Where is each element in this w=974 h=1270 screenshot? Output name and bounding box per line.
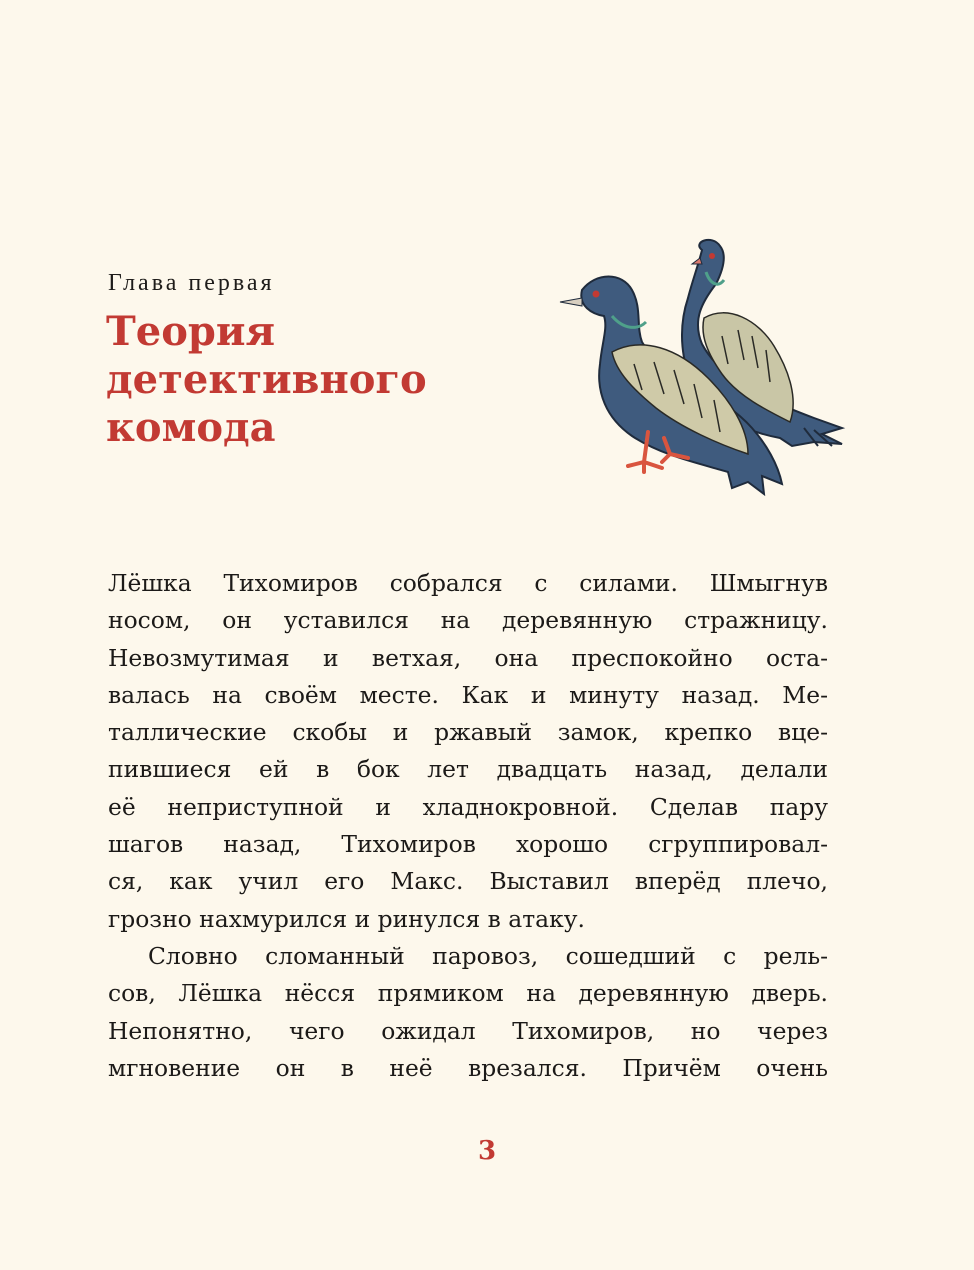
text-line: шагов назад, Тихомиров хорошо сгруппировал-	[108, 830, 828, 859]
chapter-title-line: Теория	[106, 308, 276, 355]
text-line: мгновение он в неё врезался. Причём очень	[108, 1053, 828, 1082]
pigeons-illustration	[552, 232, 852, 502]
text-line: ся, как учил его Макс. Выставил вперёд плечо,	[108, 867, 828, 896]
text-line: валась на своём месте. Как и минуту назад. Ме-	[108, 680, 828, 709]
page-number: 3	[477, 1136, 497, 1166]
chapter-title-line: комода	[106, 404, 276, 451]
text-line: Невозмутимая и ветхая, она преспокойно оста-	[108, 643, 828, 672]
text-line: грозно нахмурился и ринулся в атаку.	[108, 904, 585, 933]
text-line: её неприступной и хладнокровной. Сделав пару	[108, 792, 828, 821]
chapter-label: Глава первая	[108, 270, 275, 296]
text-line: Лёшка Тихомиров собрался с силами. Шмыгнув	[108, 569, 828, 597]
text-line: таллические скобы и ржавый замок, крепко вце-	[108, 718, 828, 747]
text-line: носом, он уставился на деревянную стражницу.	[108, 606, 828, 635]
body-text	[108, 565, 828, 1087]
chapter-title-line: детективного	[106, 356, 427, 403]
chapter-title	[106, 308, 427, 452]
text-line: сов, Лёшка нёсся прямиком на деревянную дверь.	[108, 979, 828, 1008]
text-line: пившиеся ей в бок лет двадцать назад, делали	[108, 755, 828, 784]
text-line: Непонятно, чего ожидал Тихомиров, но через	[108, 1016, 828, 1045]
text-line: Словно сломанный паровоз, сошедший с рель-	[148, 941, 828, 970]
